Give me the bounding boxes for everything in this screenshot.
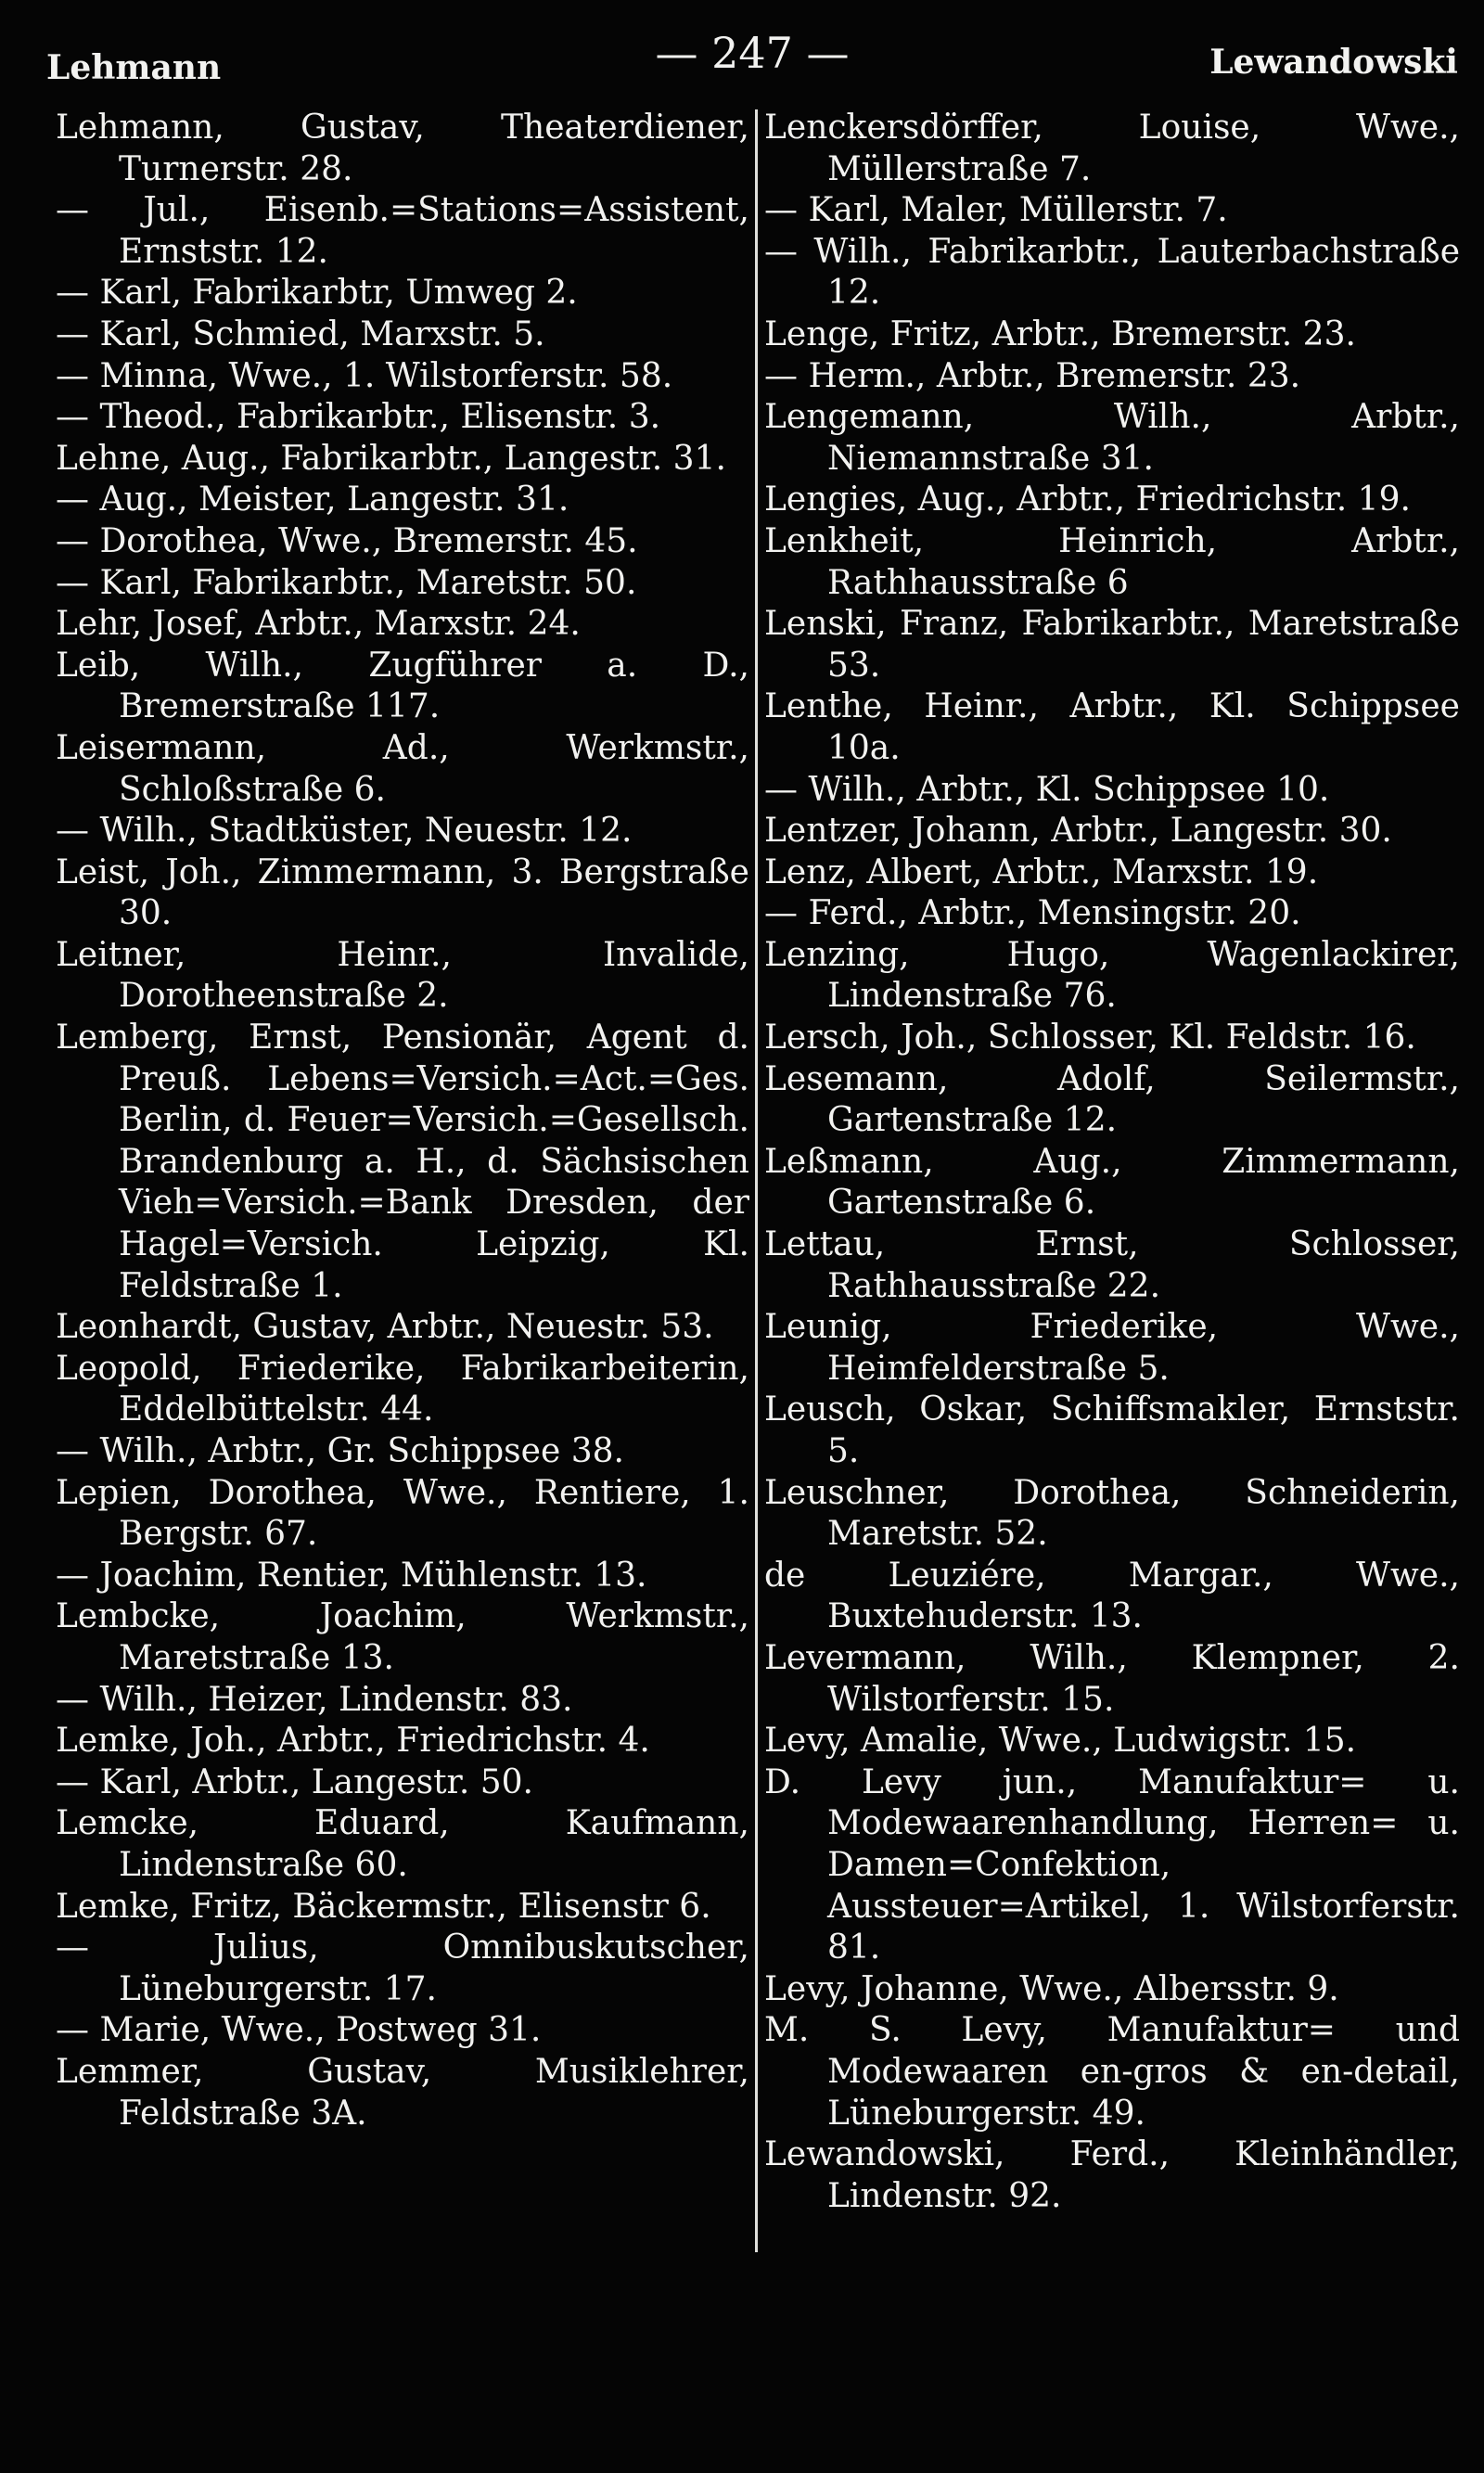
- directory-entry: Leib, Wilh., Zugführer a. D., Bremerstraße 117.: [56, 646, 749, 726]
- directory-entry: Lettau, Ernst, Schlosser, Rathhausstraße 22.: [764, 1225, 1460, 1305]
- right-column: [764, 108, 1460, 2334]
- directory-entry: — Aug., Meister, Langestr. 31.: [56, 481, 569, 519]
- directory-entry: — Wilh., Stadtküster, Neuestr. 12.: [56, 812, 633, 851]
- directory-entry: Lengemann, Wilh., Arbtr., Niemannstraße 31.: [764, 398, 1460, 478]
- directory-entry: — Karl, Maler, Müllerstr. 7.: [764, 191, 1228, 230]
- directory-entry: — Karl, Schmied, Marxstr. 5.: [56, 314, 545, 353]
- directory-entry: Lepien, Dorothea, Wwe., Rentiere, 1. Bergstr. 67.: [56, 1473, 749, 1554]
- directory-entry: Leuschner, Dorothea, Schneiderin, Maretstr. 52.: [764, 1473, 1460, 1554]
- directory-entry: Lengies, Aug., Arbtr., Friedrichstr. 19.: [764, 481, 1411, 519]
- directory-entry: Lenge, Fritz, Arbtr., Bremerstr. 23.: [764, 314, 1356, 353]
- left-column: [56, 108, 749, 2334]
- directory-entry: Lembcke, Joachim, Werkmstr., Maretstraße 13.: [56, 1597, 749, 1677]
- directory-entry: Leßmann, Aug., Zimmermann, Gartenstraße 6.: [764, 1142, 1460, 1223]
- directory-entry: Levy, Amalie, Wwe., Ludwigstr. 15.: [764, 1722, 1357, 1761]
- directory-entry: — Karl, Fabrikarbtr, Umweg 2.: [56, 274, 578, 313]
- directory-entry: — Jul., Eisenb.=Stations=Assistent, Ernststr. 12.: [56, 191, 749, 271]
- directory-entry: — Wilh., Arbtr., Gr. Schippsee 38.: [56, 1432, 624, 1470]
- directory-entry: Levy, Johanne, Wwe., Albersstr. 9.: [764, 1969, 1339, 2008]
- directory-entry: — Joachim, Rentier, Mühlenstr. 13.: [56, 1556, 647, 1595]
- directory-entry: — Wilh., Fabrikarbtr., Lauterbachstraße 12.: [764, 232, 1460, 313]
- directory-entry: Leusch, Oskar, Schiffsmakler, Ernststr. 5.: [764, 1390, 1460, 1470]
- directory-entry: Lesemann, Adolf, Seilermstr., Gartenstraße 12.: [764, 1059, 1460, 1140]
- directory-entry: Lersch, Joh., Schlosser, Kl. Feldstr. 16.: [764, 1019, 1416, 1057]
- directory-entry: — Herm., Arbtr., Bremerstr. 23.: [764, 356, 1301, 395]
- directory-entry: M. S. Levy, Manufaktur= und Modewaaren en-gros & en-detail, Lüneburgerstr. 49.: [764, 2011, 1460, 2133]
- directory-entry: — Karl, Arbtr., Langestr. 50.: [56, 1762, 533, 1801]
- directory-entry: — Minna, Wwe., 1. Wilstorferstr. 58.: [56, 356, 673, 395]
- directory-entry: Lemberg, Ernst, Pensionär, Agent d. Preuß. Lebens=Versich.=Act.=Ges. Berlin, d. Feuer=Versich.=Gesellsch. Brandenburg a. H., d. Sächsischen Vieh=Versich.=Bank Dresden, der Hagel=Versich. Leipzig, Kl. Feldstraße 1.: [56, 1019, 749, 1305]
- directory-entry: Lehr, Josef, Arbtr., Marxstr. 24.: [56, 605, 581, 644]
- directory-entry: Levermann, Wilh., Klempner, 2. Wilstorferstr. 15.: [764, 1638, 1460, 1719]
- directory-entry: Lenkheit, Heinrich, Arbtr., Rathhausstraße 6: [764, 521, 1460, 602]
- directory-entry: Lenski, Franz, Fabrikarbtr., Maretstraße 53.: [764, 605, 1460, 685]
- directory-entry: Leisermann, Ad., Werkmstr., Schloßstraße 6.: [56, 728, 749, 809]
- directory-entry: Leitner, Heinr., Invalide, Dorotheenstraße 2.: [56, 935, 749, 1016]
- directory-entry: Lemmer, Gustav, Musiklehrer, Feldstraße 3A.: [56, 2052, 749, 2133]
- directory-entry: — Marie, Wwe., Postweg 31.: [56, 2011, 542, 2050]
- directory-entry: Leunig, Friederike, Wwe., Heimfelderstraße 5.: [764, 1308, 1460, 1388]
- directory-entry: — Karl, Fabrikarbtr., Maretstr. 50.: [56, 563, 637, 602]
- page-number: — 247 —: [655, 28, 850, 78]
- directory-entry: — Wilh., Arbtr., Kl. Schippsee 10.: [764, 770, 1330, 809]
- directory-entry: Lemcke, Eduard, Kaufmann, Lindenstraße 60.: [56, 1804, 749, 1884]
- directory-entry: Lenz, Albert, Arbtr., Marxstr. 19.: [764, 852, 1319, 891]
- directory-entry: Lewandowski, Ferd., Kleinhändler, Lindenstr. 92.: [764, 2135, 1460, 2215]
- directory-entry: Leist, Joh., Zimmermann, 3. Bergstraße 30.: [56, 852, 749, 933]
- directory-entry: — Wilh., Heizer, Lindenstr. 83.: [56, 1680, 573, 1719]
- directory-entry: Lemke, Fritz, Bäckermstr., Elisenstr 6.: [56, 1887, 711, 1926]
- directory-entry: Lenthe, Heinr., Arbtr., Kl. Schippsee 10a.: [764, 687, 1460, 767]
- column-divider: [755, 109, 758, 2252]
- directory-entry: de Leuziére, Margar., Wwe., Buxtehuderstr. 13.: [764, 1556, 1460, 1636]
- directory-entry: Lenckersdörffer, Louise, Wwe., Müllerstraße 7.: [764, 109, 1460, 188]
- directory-entry: D. Levy jun., Manufaktur= u. Modewaarenhandlung, Herren= u. Damen=Confektion, Aussteuer=Artikel, 1. Wilstorferstr. 81.: [764, 1762, 1460, 1967]
- directory-entry: — Ferd., Arbtr., Mensingstr. 20.: [764, 894, 1301, 933]
- directory-entry: Lenzing, Hugo, Wagenlackirer, Lindenstraße 76.: [764, 935, 1460, 1016]
- page-header: [46, 22, 1458, 87]
- directory-entry: Lehmann, Gustav, Theaterdiener, Turnerstr. 28.: [56, 109, 749, 188]
- directory-entry: — Julius, Omnibuskutscher, Lüneburgerstr. 17.: [56, 1928, 749, 2008]
- directory-entry: — Dorothea, Wwe., Bremerstr. 45.: [56, 521, 638, 560]
- header-last-name: Lewandowski: [1209, 43, 1458, 82]
- directory-entry: Leonhardt, Gustav, Arbtr., Neuestr. 53.: [56, 1308, 714, 1347]
- directory-entry: Lemke, Joh., Arbtr., Friedrichstr. 4.: [56, 1722, 650, 1761]
- directory-entry: Lehne, Aug., Fabrikarbtr., Langestr. 31.: [56, 439, 726, 478]
- directory-entry: Lentzer, Johann, Arbtr., Langestr. 30.: [764, 812, 1392, 851]
- directory-entry: Leopold, Friederike, Fabrikarbeiterin, Eddelbüttelstr. 44.: [56, 1349, 749, 1429]
- directory-entry: — Theod., Fabrikarbtr., Elisenstr. 3.: [56, 398, 661, 437]
- header-first-name: Lehmann: [46, 48, 222, 87]
